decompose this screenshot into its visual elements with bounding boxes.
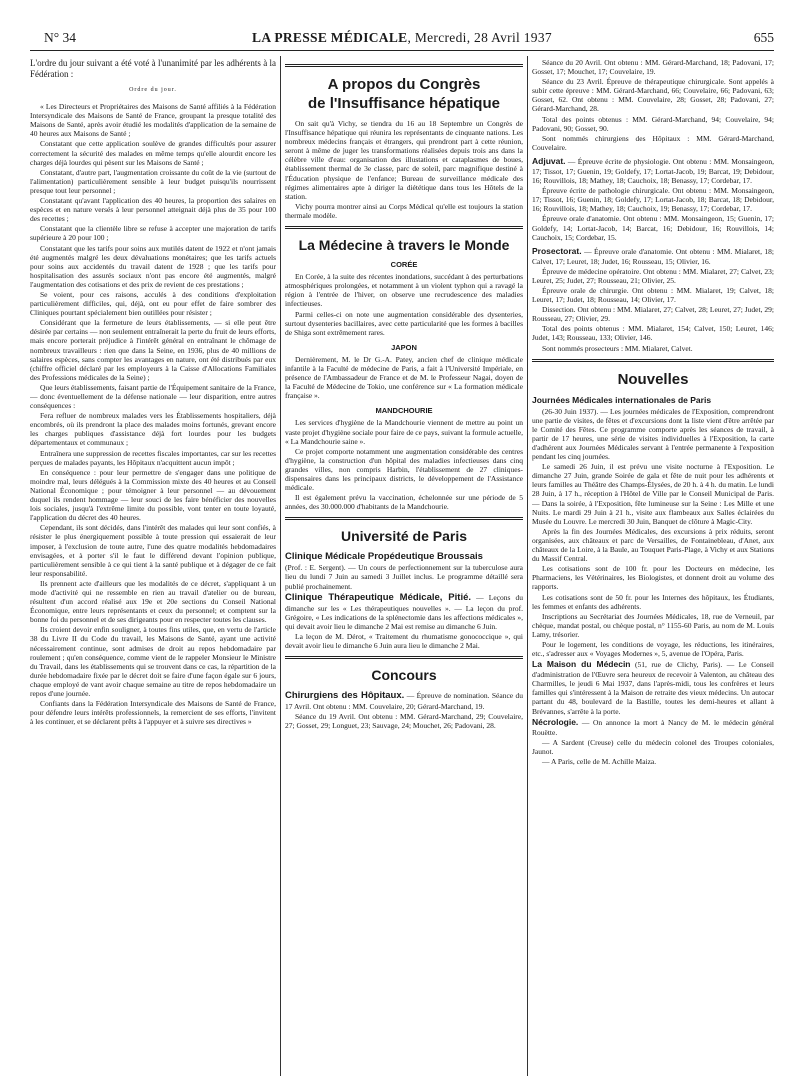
paragraph: Épreuve écrite de pathologie chirurgicale. Ont obtenu : MM. Monsaingeon, 17; Tissot, 16; Guenin, 18; Goldefy, 17; Lortat-Jacob, 18; Barcat, 18; Debidour, 16; Rouvillois, 18; Mathey, 18; Cauchoix, 19; Benassy, 17; Cordebar, 17.: [532, 186, 774, 214]
nouvelles-subhead: Journées Médicales internationales de Paris: [532, 394, 712, 405]
nouvelles-item: [532, 395, 774, 406]
paragraph: Les cotisations sont de 50 fr. pour les Internes des hôpitaux, les Étudiants, les femmes et enfants des adhérents.: [532, 592, 774, 611]
nouvelles-subhead: Nécrologie.: [532, 716, 579, 727]
maison-medecin-text: (51, rue de Clichy, Paris). — Le Conseil d'administration de l'Œuvre sera heureux de recevoir à Valenton, au château des Charmilles, le jeudi 6 Mai 1937, dans l'après-midi, tous les confrères et leurs familles qui s'intéressent à la Maison de retraite des vieux médecins. Un autocar partant du 48, boulevard de la Bastille, toutes les demi-heures et allant à Brévannes, s'arrête à la porte.: [532, 660, 774, 716]
adjuvat-heading: Adjuvat.: [532, 155, 566, 166]
journal-name: LA PRESSE MÉDICALE: [252, 30, 408, 45]
paragraph: Séance du 23 Avril. Épreuve de thérapeutique chirurgicale. Sont appelés à subir cette épreuve : MM. Gérard-Marchand, 66; Couvelaire, 66; Padovani, 63; Gosset, 62. Ont obtenu : MM. Couvelaire, 28; Gosset, 28; Padovani, 27; Gérard-Marchand, 28.: [532, 77, 774, 114]
paragraph: Les cotisations sont de 100 fr. pour les Docteurs en médecine, les Pharmaciens, les Vétérinaires, les Biologistes, et donnent droit au volume des rapports.: [532, 564, 774, 592]
section-rule: [532, 359, 774, 362]
concours-text: Séance du 19 Avril. Ont obtenu : MM. Gérard-Marchand, 29; Couvelaire, 27; Gosset, 29; Longuet, 23; Sauvage, 24; Mouchet, 26; Padovani, 28.: [285, 712, 523, 731]
paragraph: Le samedi 26 Juin, il est prévu une visite nocturne à l'Exposition. Le dimanche 27 Juin, grande Soirée de gala et fête de nuit pour les adhérents et leurs familles au Théâtre des Champs-Élysées, de 20 h. à 4 h. du matin. Le lundi 28 Juin, à 17 h., réception à l'Hôtel de Ville par le Conseil Municipal de Paris. — Dans la soirée, à l'Exposition, fête lumineuse sur la Seine : Les Mille et une Nuits. Le mardi 29 Juin à 21 h., visite aux flambeaux aux Salles éclairées du Musée du Louvre. Le mercredi 30 Juin, Banquet de clôture à Magic-City.: [532, 462, 774, 526]
paragraph: Constatant qu'avant l'application des 40 heures, la proportion des salaires en espèces et en nature versés à leur personnel atteignait déjà plus de 35 pour 100 des recettes ;: [30, 196, 276, 224]
paragraph: Considérant que la fermeture de leurs établissements, — si elle peut être désirée par certains — non seulement entraînerait la perte du fruit de leurs efforts, mais encore porterait préjudice à l'intérêt général en entraînant le chômage de nombreux travailleurs : rien que dans la Seine, en 1936, plus de 40 millions de salaires espèces, sans compter les avantages en nature, ont été distribués par eux (chiffre officiel déclaré par les employeurs à la Caisse d'Allocations Familiales des Professions médicales de la Seine) ;: [30, 318, 276, 382]
universite-item: [285, 551, 523, 590]
nouvelles-item: [532, 717, 774, 737]
issue-date: , Mercredi, 28 Avril 1937: [407, 30, 552, 45]
monde-title: La Médecine à travers le Monde: [298, 237, 510, 254]
page-number: 655: [753, 30, 774, 45]
nouvelles-item: [532, 659, 774, 715]
paragraph: Constatant, d'autre part, l'augmentation croissante du coût de la vie (surtout de l'alimentation) particulièrement sensible à leur budget puisqu'ils nourrissent presque tout leur personnel ;: [30, 167, 276, 195]
paragraph: Sont nommés chirurgiens des Hôpitaux : MM. Gérard-Marchand, Couvelaire.: [532, 133, 774, 152]
congres-title-line2: de l'Insuffisance hépatique: [308, 95, 500, 112]
congres-title-line1: A propos du Congrès: [327, 76, 481, 93]
paragraph: Se voient, pour ces raisons, acculés à des conditions d'exploitation particulièrement difficiles, qui, déjà, ont eu pour effet de faire sombrer des Cliniques pourtant spécialement bien outillées pour résister ;: [30, 289, 276, 318]
intro-paragraph: L'ordre du jour suivant a été voté à l'unanimité par les adhérents à la Fédération :: [30, 58, 276, 79]
mandchourie-article: [285, 418, 523, 511]
column-right: [532, 58, 774, 1076]
paragraph: Constatant que les tarifs pour soins aux mutilés datent de 1922 et n'ont jamais été augmentés malgré les deux dévaluations monétaires; que les tarifs actuels pour soins aux accidentés du travail datent de 1928 ; que les tarifs pour hospitalisation des assurés sociaux n'ont pas encore été augmentés, malgré l'augmentation des cotisations et des prix de revient de ces prestations ;: [30, 243, 276, 289]
paragraph: — A Paris, celle de M. Achille Maiza.: [542, 756, 657, 766]
prosectorat-item: [532, 246, 774, 266]
section-rule: [285, 517, 523, 520]
paragraph: En Corée, à la suite des récentes inondations, succédant à des perturbations atmosphériques prolongées, et notamment à un violent typhon qui a ravagé la région à l'entrée de l'hiver, on observe une recrudescence des maladies infectieuses.: [285, 272, 523, 309]
adjuvat-item: [532, 156, 774, 185]
paragraph: Épreuve orale de chirurgie. Ont obtenu : MM. Mialaret, 19; Calvet, 18; Leuret, 17; Judet, 18; Rousseau, 14; Olivier, 17.: [532, 285, 774, 305]
paragraph: Séance du 20 Avril. Ont obtenu : MM. Gérard-Marchand, 18; Padovani, 17; Gosset, 17; Mouchet, 17; Couvelaire, 19.: [532, 58, 774, 77]
universite-text: (Prof. : E. Sergent). — Un cours de perfectionnement sur la tuberculose aura lieu du lundi 7 Juin au samedi 3 Juillet inclus. Le programme détaillé sera publié prochainement.: [285, 563, 523, 591]
universite-text: — Leçons du dimanche sur les « Les thérapeutiques nouvelles ». — La leçon du prof. Grégoire, « Les indications de la splénectomie dans les affections médicales », qui devait avoir lieu le dimanche 2 Mai est remise au dimanche 6 Juin.: [285, 592, 523, 631]
universite-subhead: Clinique Thérapeutique Médicale, Pitié.: [285, 591, 472, 603]
paragraph: En conséquence : pour leur permettre de s'engager dans une politique de moindre mal, leurs délégués à la Commission mixte des 40 heures et au Conseil National Économique ; pour témoigner à leur personnel — au dévouement duquel ils rendent hommage — leur souci de les faire bénéficier des nouvelles lois sociales, jusqu'à l'extrême limite du possible, vont tenter en toute loyauté, l'application du décret des 40 heures.: [30, 467, 276, 523]
concours-subhead: Chirurgiens des Hôpitaux.: [285, 690, 405, 702]
paragraph: Constatant que la clientèle libre se refuse à accepter une majoration de tarifs supérieure à 20 pour 100 ;: [30, 224, 276, 243]
paragraph: Confiants dans la Fédération Intersyndicale des Maisons de Santé de France, pour défendre leurs intérêts professionnels, la remercient de ses efforts, l'invitent à les continuer, et se déclarent prêts à l'appuyer et à suivre ses directives »: [30, 699, 276, 727]
paragraph: Que leurs établissements, faisant partie de l'Équipement sanitaire de la France, — donc éventuellement de la défense nationale — leur disparition, entre autres conséquences :: [30, 382, 276, 411]
masthead-title: [30, 28, 774, 48]
paragraph: Fera refluer de nombreux malades vers les Établissements hospitaliers, déjà encombrés, où ils prendront la place des malades moins fortunés, grevant encore les charges publiques d'assistance déjà fort lourdes pour les budgets départementaux et communaux ;: [30, 411, 276, 448]
concours-continued: [532, 58, 774, 152]
paragraph: Entraînera une suppression de recettes fiscales importantes, car sur les recettes perçues de malades payants, les Hôpitaux n'acquittent aucun impôt ;: [30, 448, 276, 467]
nouvelles-subhead: La Maison du Médecin: [532, 659, 631, 670]
issue-number: N° 34: [44, 30, 77, 45]
paragraph: Ils croient devoir enfin souligner, à toutes fins utiles, que, en vertu de l'article 38 du Livre II du Code du travail, les Maisons de Santé, ayant une activité nécessairement continue, sont admises de droit au repos hebdomadaire par roulement ; qu'en conséquence, comme vient de le rappeler Monsieur le Ministre du Travail, dans les établissements qui se trouvent dans ce cas, la répartition de la durée hebdomadaire fixée par le décret doit se faire d'une façon égale sur 6 jours, chaque employé de vant avoir chaque semaine au titre de repos hebdomadaire un repos d'une journée.: [30, 625, 276, 698]
section-rule: [285, 656, 523, 659]
masthead-rule: [30, 50, 774, 51]
paragraph: (26-30 Juin 1937). — Les journées médicales de l'Exposition, comprendront une partie de visites, de fêtes et d'excursions dont la liste vient d'être arrêtée par le Comité des Fêtes. Ce programme comporte après les séances de travail, à partir de 17 heures, une série de visites individuelles à l'Exposition, la carte d'adhérent aux Journées Médicales servant à l'entrée permanente à l'exposition pendant les cinq journées.: [532, 406, 774, 462]
necrologie-list: [532, 738, 774, 766]
concours-text: — Épreuve de nomination. Séance du 17 Avril. Ont obtenu : MM. Couvelaire, 20; Gérard-Marchand, 19.: [285, 691, 523, 712]
paragraph: Vichy pourra montrer ainsi au Corps Médical qu'elle est toujours la station thermale modèle.: [285, 201, 523, 220]
paragraph: « Les Directeurs et Propriétaires des Maisons de Santé affiliés à la Fédération Intersyndicale des Maisons de Santé de France, groupant la presque totalité des Maisons de Santé, après avoir étudié les modalités d'application de la semaine de 40 heures aux Maisons de Santé ;: [30, 102, 276, 139]
country-heading: JAPON: [391, 342, 417, 352]
paragraph: Épreuve de médecine opératoire. Ont obtenu : MM. Mialaret, 27; Calvet, 23; Leuret, 25; Judet, 27; Rousseau, 21; Olivier, 25.: [532, 266, 774, 285]
concours-item: [285, 690, 523, 711]
column-middle: [285, 58, 523, 1076]
paragraph: Les services d'hygiène de la Mandchourie viennent de mettre au point un vaste projet d'hygiène sociale pour faire de ce pays, suivant la formule actuelle, « La Mandchourie saine ».: [285, 418, 523, 446]
necrologie-text: — On annonce la mort à Nancy de M. le médecin général Rouëtte.: [532, 717, 774, 737]
congres-article: [285, 119, 523, 220]
country-heading: CORÉE: [390, 260, 418, 270]
paragraph: Total des points obtenus : MM. Gérard-Marchand, 94; Couvelaire, 94; Padovani, 90; Gosset, 90.: [532, 114, 774, 133]
paragraph: Il est également prévu la vaccination, échelonnée sur une période de 5 années, des 30.000.000 d'habitants de la Mandchourie.: [285, 493, 523, 512]
prosectorat-results: [532, 267, 774, 353]
paragraph: Cependant, ils sont décidés, dans l'intérêt des malades qui leur sont confiés, à résister le plus énergiquement possible à toute pression qui essaierait de leur imposer, à l'exclusion de toute autre, l'une des quatre modalités hebdomadaires envisagées, et à porter s'il le faut le différend devant l'opinion publique, particulièrement sensible à ce qui tient à la santé publique et à dégager de ce fait leur responsabilité.: [30, 523, 276, 578]
column-left: [30, 58, 276, 1076]
paragraph: Pour le logement, les conditions de voyage, les réductions, les itinéraires, etc., s'adresser aux « Voyages Modernes », 5, avenue de l'Opéra, Paris.: [532, 639, 774, 659]
nouvelles-title: Nouvelles: [617, 370, 689, 388]
adjuvat-text: — Épreuve écrite de physiologie. Ont obtenu : MM. Monsaingeon, 17; Tissot, 17; Guenin, 19; Goldefy, 17; Lortat-Jacob, 19; Barcat, 19; Debidour, 16; Rouvillois, 18; Mathey, 18; Cauchoix, 18; Benassy, 17; Cordebar, 17.: [532, 156, 774, 186]
prosectorat-heading: Prosectorat.: [532, 245, 582, 256]
congres-title: [285, 75, 523, 113]
paragraph: Ce projet comporte notamment une augmentation considérable des centres d'hygiène, la construction d'un hôpital des maladies infectieuses dans cinq grandes villes, non compris Harbin, l'établissement de 27 cliniques-dispensaires dans les principaux districts, le développement de l'Assistance médicale.: [285, 446, 523, 493]
paragraph: On sait qu'à Vichy, se tiendra du 16 au 18 Septembre un Congrès de l'Insuffisance hépatique qui réunira les représentants de cinquante nations. Les nombreux médecins français et étrangers, qui prendront part à cette réunion, seront à même de juger les transformations réalisées depuis trois ans dans la célèbre ville d'eau: organisation des illustations et cataplasmes de boues, établissement thermal de 3e classe, parc de soleil, parc magnifique destiné à l'Éducation physique de l'enfance; Bureau de surveillance médicale des régimes alimentaires apte à diriger la diététique dans tous les Hôtels de la station.: [285, 119, 523, 201]
universite-subhead: Clinique Médicale Propédeutique Broussais: [285, 551, 483, 563]
paragraph: Total des points obtenus : MM. Mialaret, 154; Calvet, 150; Leuret, 146; Judet, 143; Rousseau, 133; Olivier, 146.: [532, 324, 774, 343]
paragraph: Parmi celles-ci on note une augmentation considérable des dysenteries, surtout dysenteries bacillaires, avec cette particularité que les formes à bacilles de Shiga sont extrêmement rares.: [285, 309, 523, 337]
journees-medicales-article: [532, 407, 774, 659]
paragraph: — A Sardent (Creuse) celle du médecin colonel des Troupes coloniales, Jaunot.: [532, 737, 774, 756]
paragraph: Dissection. Ont obtenu : MM. Mialaret, 27; Calvet, 28; Leuret, 27; Judet, 29; Rousseau, 27; Olivier, 29.: [532, 305, 774, 324]
universite-title: Université de Paris: [340, 528, 468, 545]
section-caption: Ordre du jour.: [129, 87, 177, 93]
paragraph: Dernièrement, M. le Dr G.-A. Patey, ancien chef de clinique médicale infantile à la Faculté de médecine de Paris, a fait à l'Université Impériale, en présence de l'Ambassadeur de France et de M. le Professeur Nagai, doyen de la Faculté de Médecine de Tokio, une conférence sur « La formation médicale française ».: [285, 354, 523, 401]
column-divider: [280, 56, 281, 1076]
adjuvat-results: [532, 186, 774, 242]
coree-article: [285, 272, 523, 337]
universite-text: La leçon de M. Dérot, « Traitement du rhumatisme gonococcique », qui devait avoir lieu le dimanche 6 Juin aura lieu le dimanche 2 Mai.: [285, 631, 523, 651]
country-heading: MANDCHOURIE: [375, 406, 433, 416]
concours-title: Concours: [371, 667, 437, 684]
paragraph: Constatant que cette application soulève de grandes difficultés pour assurer correctement la sécurité des malades en même temps qu'elle alourdit encore les charges déjà lourdes qui pèsent sur les Maisons de Santé ;: [30, 139, 276, 167]
column-divider: [527, 56, 528, 1076]
paragraph: Ils prennent acte d'ailleurs que les modalités de ce décret, s'appliquant à un mode d'activité qui ne ressemble en rien au travail d'atelier ou de bureau, résultent d'un accord réalisé aux 19e et 20e sections du Conseil National Économique, entre leurs représentants et ceux du personnel; et comptent sur la bonne foi du personnel et de ses dirigeants pour en respecter toutes les clauses.: [30, 578, 276, 625]
section-rule: [285, 64, 523, 67]
japon-article: [285, 355, 523, 400]
prosectorat-text: — Épreuve orale d'anatomie. Ont obtenu : MM. Mialaret, 18; Calvet, 17; Leuret, 18; Judet, 16; Rousseau, 15; Olivier, 16.: [532, 246, 774, 266]
paragraph: Inscriptions au Secrétariat des Journées Médicales, 18, rue de Verneuil, par chèque, mandat postal, ou chèque postal, n° 1155-60 Paris, au nom de M. Louis Lamy, trésorier.: [532, 611, 774, 639]
resolution-text: [30, 102, 276, 726]
universite-item: [285, 592, 523, 631]
section-rule: [285, 226, 523, 229]
masthead: [30, 28, 774, 48]
paragraph: Sont nommés prosecteurs : MM. Mialaret, Calvet.: [542, 343, 693, 353]
paragraph: Après la fin des Journées Médicales, des excursions à prix réduits, seront organisées, aux châteaux et parc de Versailles, de Fontainebleau, d'Anet, aux châteaux de la Loire, à la Baule, au Touquet Paris-Plage, à Vichy et aux Stations du Massif Central.: [532, 526, 774, 564]
paragraph: Épreuve orale d'anatomie. Ont obtenu : MM. Monsaingeon, 15; Guenin, 17; Goldefy, 14; Lortat-Jacob, 14; Barcat, 16; Debidour, 16; Rouvillois, 14; Cauchoix, 15; Cordebar, 15.: [532, 214, 774, 242]
